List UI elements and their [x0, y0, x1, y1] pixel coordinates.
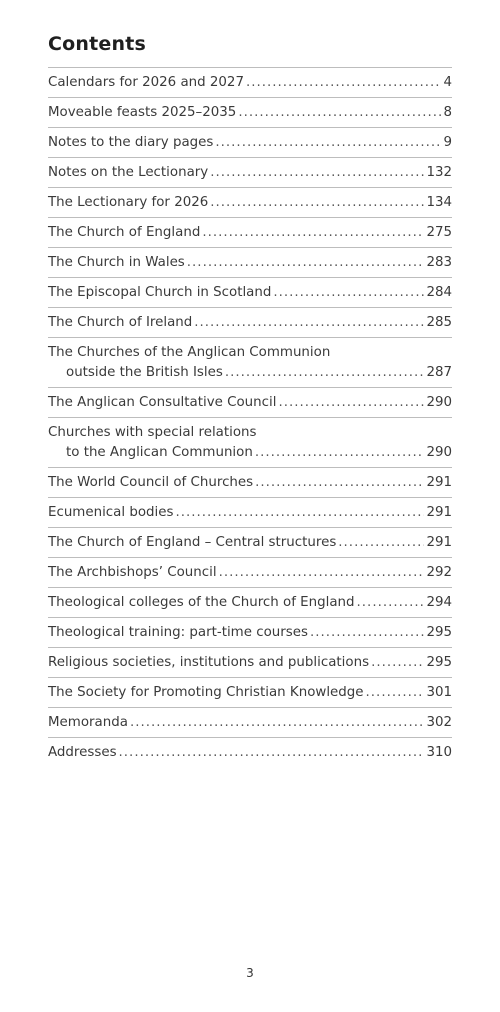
dot-leader	[238, 103, 441, 123]
toc-entry	[48, 127, 452, 157]
toc-entry-line	[48, 343, 452, 363]
dot-leader	[310, 623, 424, 643]
toc-entry-title: The Church in Wales	[48, 255, 185, 270]
dot-leader	[210, 193, 424, 213]
dot-leader	[202, 223, 424, 243]
toc-entry-title: The Church of England – Central structures	[48, 535, 337, 550]
toc-entry-line	[48, 503, 452, 523]
dot-leader	[219, 563, 425, 583]
toc-entry-title: The Society for Promoting Christian Knowledge	[48, 685, 364, 700]
toc-entry-page: 283	[426, 255, 452, 270]
toc-entry	[48, 467, 452, 497]
table-of-contents	[48, 67, 452, 767]
toc-entry-title: Ecumenical bodies	[48, 505, 174, 520]
toc-entry-page: 290	[426, 395, 452, 410]
toc-entry-page: 292	[426, 565, 452, 580]
toc-entry-line	[48, 533, 452, 553]
dot-leader	[255, 473, 424, 493]
toc-entry	[48, 497, 452, 527]
toc-entry-title: Moveable feasts 2025–2035	[48, 105, 237, 120]
toc-entry-line	[48, 683, 452, 703]
toc-entry	[48, 557, 452, 587]
toc-entry	[48, 187, 452, 217]
toc-entry-page: 302	[426, 715, 452, 730]
toc-entry-line	[48, 103, 452, 123]
toc-entry-line	[48, 163, 452, 183]
dot-leader	[366, 683, 425, 703]
toc-entry	[48, 737, 452, 767]
toc-entry-page: 9	[443, 135, 452, 150]
dot-leader	[371, 653, 424, 673]
toc-entry	[48, 527, 452, 557]
toc-entry-page: 295	[426, 625, 452, 640]
toc-entry	[48, 157, 452, 187]
dot-leader	[187, 253, 425, 273]
toc-entry-line	[48, 593, 452, 613]
toc-entry-title: Addresses	[48, 745, 117, 760]
toc-entry-title: The World Council of Churches	[48, 475, 254, 490]
toc-entry-title: Notes to the diary pages	[48, 135, 214, 150]
dot-leader	[225, 363, 425, 383]
toc-entry-title: outside the British Isles	[66, 365, 223, 380]
toc-entry-title: to the Anglican Communion	[66, 445, 253, 460]
toc-entry-title: Memoranda	[48, 715, 128, 730]
dot-leader	[338, 533, 424, 553]
toc-entry-title: The Anglican Consultative Council	[48, 395, 277, 410]
toc-entry	[48, 647, 452, 677]
page-number: 3	[246, 966, 254, 980]
dot-leader	[357, 593, 425, 613]
toc-entry-title: Theological colleges of the Church of England	[48, 595, 355, 610]
toc-entry	[48, 707, 452, 737]
toc-entry	[48, 97, 452, 127]
toc-entry-page: 4	[443, 75, 452, 90]
toc-entry-title: Religious societies, institutions and publications	[48, 655, 370, 670]
toc-entry-page: 132	[426, 165, 452, 180]
toc-entry-page: 287	[426, 365, 452, 380]
toc-entry-page: 291	[426, 535, 452, 550]
toc-entry	[48, 387, 452, 417]
toc-entry	[48, 217, 452, 247]
toc-entry-line	[48, 443, 452, 463]
toc-entry-page: 285	[426, 315, 452, 330]
toc-entry-title: Theological training: part-time courses	[48, 625, 308, 640]
toc-entry-line	[48, 283, 452, 303]
toc-entry-title: Calendars for 2026 and 2027	[48, 75, 244, 90]
toc-entry-line	[48, 473, 452, 493]
toc-entry-line	[48, 623, 452, 643]
toc-entry	[48, 67, 452, 97]
toc-entry-title: The Churches of the Anglican Communion	[48, 345, 331, 360]
dot-leader	[194, 313, 424, 333]
toc-entry-line	[48, 73, 452, 93]
toc-entry-page: 8	[443, 105, 452, 120]
toc-entry-line	[48, 313, 452, 333]
toc-entry-title: Notes on the Lectionary	[48, 165, 209, 180]
toc-entry-line	[48, 653, 452, 673]
dot-leader	[130, 713, 425, 733]
toc-entry	[48, 307, 452, 337]
toc-entry-line	[48, 133, 452, 153]
dot-leader	[246, 73, 441, 93]
toc-entry-title: The Church of Ireland	[48, 315, 193, 330]
toc-entry	[48, 617, 452, 647]
toc-entry-page: 291	[426, 475, 452, 490]
toc-entry-page: 295	[426, 655, 452, 670]
dot-leader	[273, 283, 424, 303]
toc-entry-line	[48, 393, 452, 413]
toc-entry-page: 310	[426, 745, 452, 760]
toc-entry-line	[48, 363, 452, 383]
toc-entry	[48, 337, 452, 387]
toc-entry-page: 134	[426, 195, 452, 210]
toc-entry-title: The Lectionary for 2026	[48, 195, 209, 210]
page-title: Contents	[48, 33, 147, 55]
toc-entry-line	[48, 193, 452, 213]
toc-entry-title: The Church of England	[48, 225, 201, 240]
dot-leader	[215, 133, 441, 153]
dot-leader	[175, 503, 424, 523]
toc-entry-title: Churches with special relations	[48, 425, 257, 440]
toc-entry-page: 301	[426, 685, 452, 700]
toc-entry-title: The Episcopal Church in Scotland	[48, 285, 272, 300]
toc-entry	[48, 587, 452, 617]
toc-entry	[48, 417, 452, 467]
dot-leader	[210, 163, 424, 183]
toc-entry-line	[48, 423, 452, 443]
toc-entry-line	[48, 253, 452, 273]
toc-entry-page: 275	[426, 225, 452, 240]
dot-leader	[278, 393, 424, 413]
toc-entry-line	[48, 223, 452, 243]
toc-entry-title: The Archbishops’ Council	[48, 565, 217, 580]
toc-entry-line	[48, 713, 452, 733]
dot-leader	[119, 743, 425, 763]
toc-entry	[48, 677, 452, 707]
toc-entry-page: 294	[426, 595, 452, 610]
toc-entry	[48, 277, 452, 307]
toc-entry	[48, 247, 452, 277]
toc-entry-line	[48, 743, 452, 763]
dot-leader	[255, 443, 425, 463]
toc-entry-page: 291	[426, 505, 452, 520]
toc-entry-page: 284	[426, 285, 452, 300]
toc-entry-page: 290	[426, 445, 452, 460]
toc-entry-line	[48, 563, 452, 583]
